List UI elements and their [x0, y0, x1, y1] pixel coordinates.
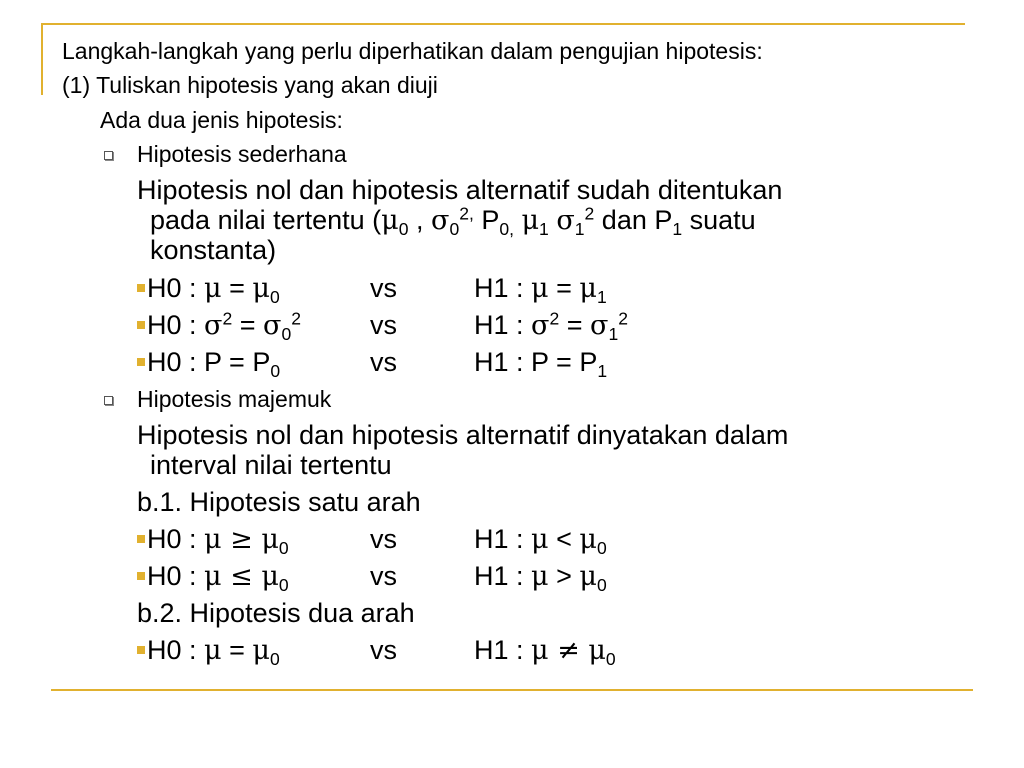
bullet-icon — [137, 572, 145, 580]
two-sided-heading: b.2. Hipotesis dua arah — [137, 598, 415, 628]
bullet-icon — [137, 321, 145, 329]
complex-desc-line2: interval nilai tertentu — [150, 450, 392, 480]
hollow-square-bullet-icon — [104, 151, 113, 160]
simple-desc-line2: pada nilai tertentu ($\mu_0$ , $\sigma_0^{2,}$ $P_{0,}$ $\mu_1$ $\sigma_1^2$ dan $P_1$ suatu — [150, 203, 756, 240]
bullet-icon — [137, 358, 145, 366]
complex-desc-line1: Hipotesis nol dan hipotesis alternatif dinyatakan dalam — [137, 420, 789, 450]
one-sided-row-ge: H0 : $\mu \ge \mu_0$ vs H1 : $\mu < \mu_0$ — [137, 524, 737, 555]
one-sided-row-le: H0 : $\mu \le \mu_0$ vs H1 : $\mu > \mu_0$ — [137, 561, 737, 592]
simple-hypothesis-row-variance: H0 : $\sigma^2 = \sigma_0^2$ vs H1 : $\sigma^2 = \sigma_1^2$ — [137, 310, 737, 341]
frame-left-rule — [41, 23, 43, 95]
bullet-icon — [137, 646, 145, 654]
simple-hypothesis-row-proportion: H0 : $P = P_0$ vs H1 : $P = P_1$ — [137, 347, 737, 378]
two-sided-row: H0 : $\mu = \mu_0$ vs H1 : $\mu \ne \mu_0$ — [137, 635, 737, 666]
simple-hypothesis-heading: Hipotesis sederhana — [137, 141, 347, 167]
subintro-text: Ada dua jenis hipotesis: — [100, 107, 343, 133]
frame-bottom-rule — [51, 689, 973, 691]
intro-text: Langkah-langkah yang perlu diperhatikan dalam pengujian hipotesis: — [62, 38, 763, 64]
simple-desc-line3: konstanta) — [150, 235, 277, 265]
bullet-icon — [137, 535, 145, 543]
one-sided-heading: b.1. Hipotesis satu arah — [137, 487, 421, 517]
bullet-icon — [137, 284, 145, 292]
simple-desc-line1: Hipotesis nol dan hipotesis alternatif sudah ditentukan — [137, 175, 783, 205]
frame-top-rule — [41, 23, 965, 25]
hollow-square-bullet-icon — [104, 396, 113, 405]
complex-hypothesis-heading: Hipotesis majemuk — [137, 386, 332, 412]
simple-hypothesis-row-mean: H0 : $\mu = \mu_0$ vs H1 : $\mu = \mu_1$ — [137, 273, 737, 304]
step-1-text: (1) Tuliskan hipotesis yang akan diuji — [62, 72, 438, 98]
